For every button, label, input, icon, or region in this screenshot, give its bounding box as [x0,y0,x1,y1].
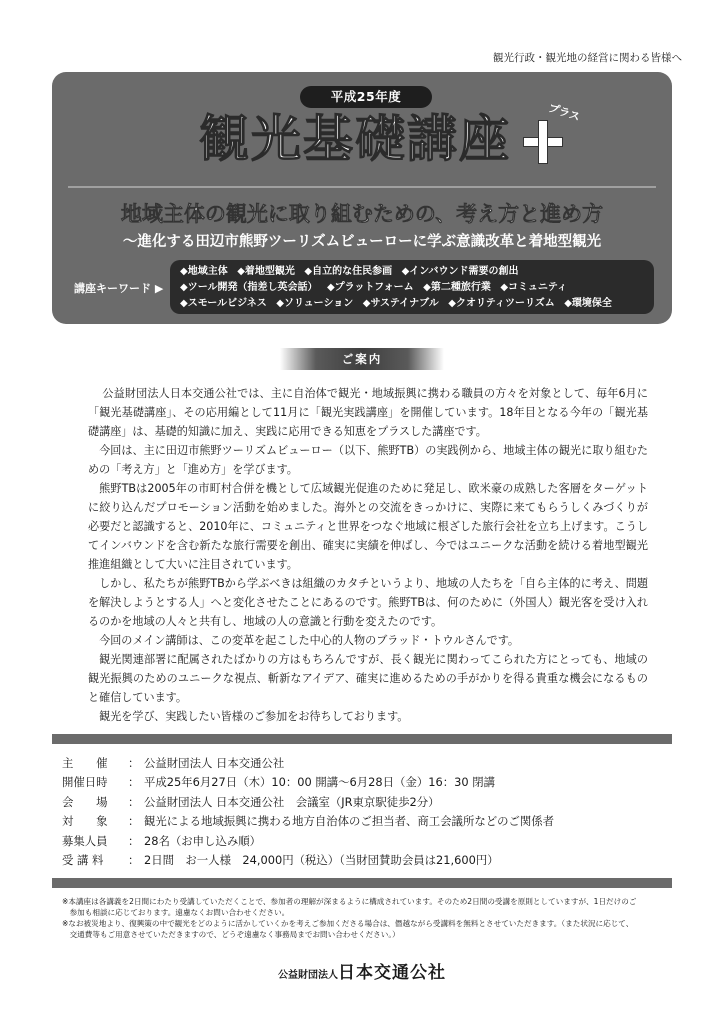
note-line: ※なお被災地より、復興策の中で観光をどのように活かしていくかを考えご参加くださる場合は、僭越ながら受講料を無料とさせていただきます。（また状況に応じて、 [62,919,634,928]
sub-subtitle: 〜進化する田辺市熊野ツーリズムビューローに学ぶ意識改革と着地型観光 [122,234,602,250]
info-value: 公益財団法人 日本交通公社 [144,756,285,770]
paragraph: 観光を学び、実践したい皆様のご参加をお待ちしております。 [99,710,409,723]
info-value: 公益財団法人 日本交通公社 会議室（JR東京駅徒歩2分） [144,794,440,809]
keyword: ◆クオリティツーリズム [448,298,555,309]
keyword: ◆スモールビジネス [180,298,267,309]
info-row-target: 対 象 ： 観光による地域振興に携わる地方自治体のご担当者、商工会議所などのご関係者 [62,812,662,831]
info-row-venue: 会 場 ： 公益財団法人 日本交通公社 会議室（JR東京駅徒歩2分） [62,793,662,812]
hero-divider [68,186,656,188]
info-label: 会 場 [62,794,108,809]
guide-body [88,384,648,726]
info-value: 2日間 お一人様 24,000円（税込）（当財団賛助会員は21,600円） [144,853,499,868]
main-title: 観光基礎講座 [199,109,511,168]
note-line: ※本講座は各講義を2日間にわたり受講していただくことで、参加者の理解が深まるように構成されています。そのため2日間の受講を原則としていますが、1日だけのご [62,897,637,906]
keyword: ◆ツール開発（指差し英会話） [180,282,318,293]
info-value: 平成25年6月27日（木）10：00 開講〜6月28日（金）16：30 閉講 [144,775,496,790]
footer-org-prefix: 公益財団法人 [278,970,338,981]
notes [62,896,668,940]
footer-organization [0,958,724,983]
keyword: ◆第二種旅行業 [423,282,491,293]
keyword: ◆インバウンド需要の創出 [401,266,519,277]
paragraph: 今回のメイン講師は、この変革を起こした中心的人物のブラッド・トウルさんです。 [99,634,519,647]
info-row-fee: 受 講 料 ： 2日間 お一人様 24,000円（税込）（当財団賛助会員は21,600円） [62,851,662,870]
keyword: ◆ソリューション [276,298,354,309]
info-label: 開催日時 [62,775,108,790]
info-row-datetime: 開催日時 ： 平成25年6月27日（木）10：00 開講〜6月28日（金）16：30 閉講 [62,773,662,792]
plus-icon [522,118,564,164]
keyword: ◆コミュニティ [500,282,568,293]
guide-heading: ご案内 [280,348,444,370]
keywords-line-2 [180,280,644,296]
plus-icon-vertical [539,121,547,163]
hero-banner [52,72,672,324]
subtitle: 地域主体の観光に取り組むための、考え方と進め方 [120,201,604,226]
note-line: 交通費等もご用意させていただきますので、どうぞ遠慮なく事務局までお問い合わせください。） [62,930,400,939]
keywords-line-3 [180,296,644,312]
plus-ruby: プラス [546,101,582,124]
info-label: 受 講 料 [62,853,104,868]
paragraph: 今回は、主に田辺市熊野ツーリズムビューロー（以下、熊野TB）の実践例から、地域主体の観光に取り組むための「考え方」と「進め方」を学びます。 [88,444,648,476]
event-info [62,754,662,870]
keyword: ◆自立的な住民参画 [304,266,393,277]
info-value: 観光による地域振興に携わる地方自治体のご担当者、商工会議所などのご関係者 [144,814,555,829]
keyword: ◆プラットフォーム [326,282,414,293]
note-line: 参加も相談に応じております。遠慮なくお問い合わせください。 [62,908,290,917]
info-label: 主 催 [62,756,108,770]
keyword: ◆地域主体 [180,266,228,277]
keywords-box [170,260,654,314]
keyword: ◆着地型観光 [237,266,295,277]
section-divider-bottom [52,878,672,888]
keyword: ◆環境保全 [564,298,612,309]
info-label: 募集人員 [62,833,108,848]
keywords-line-1 [180,264,644,280]
info-row-organizer: 主 催 ： 公益財団法人 日本交通公社 [62,754,662,773]
year-badge: 平成25年度 [300,86,432,108]
paragraph: 観光関連部署に配属されたばかりの方はもちろんですが、長く観光に関わってこられた方にとっても、地域の観光振興のためのユニークな視点、斬新なアイデア、確実に進めるための手がかりを得る貴重な機会になるものと確信しています。 [88,653,648,704]
paragraph: 熊野TBは2005年の市町村合併を機として広域観光促進のために発足し、欧米豪の成熟した客層をターゲットに絞り込んだプロモーション活動を始めました。海外との交流をきっかけに、実際に来てもらうしくみづくりが必要だと認識すると、2010年に、コミュニティと世界をつなぐ地域に根ざした旅行会社を立ち上げます。こうしてインバウンドを含む新たな旅行需要を創出、確実に実績を伸ばし、今ではユニークな活動を続ける着地型観光推進組織として大いに注目されています。 [88,482,648,571]
paragraph: 公益財団法人日本交通公社では、主に自治体で観光・地域振興に携わる職員の方々を対象として、毎年6月に「観光基礎講座」、その応用編として11月に「観光実践講座」を開催しています。18年目となる今年の「観光基礎講座」は、基礎的知識に加え、実践に応用できる知恵をプラスした講座です。 [88,387,648,438]
info-value: 28名（お申し込み順） [144,833,262,848]
top-note: 観光行政・観光地の経営に関わる皆様へ [493,52,682,64]
keywords-label: 講座キーワード ▶ [74,282,164,295]
footer-org-name: 日本交通公社 [338,963,446,983]
paragraph: しかし、私たちが熊野TBから学ぶべきは組織のカタチというより、地域の人たちを「自ら主体的に考え、問題を解決しようとする人」へと変化させたことにあるのです。熊野TBは、何のために（外国人）観光客を受け入れるのかを地域の人々と共有し、地域の人の意識と行動を変えたのです。 [88,577,648,628]
keyword: ◆サステイナブル [362,298,439,309]
section-divider-top [52,734,672,744]
info-label: 対 象 [62,814,108,829]
info-row-capacity: 募集人員 ： 28名（お申し込み順） [62,832,662,851]
